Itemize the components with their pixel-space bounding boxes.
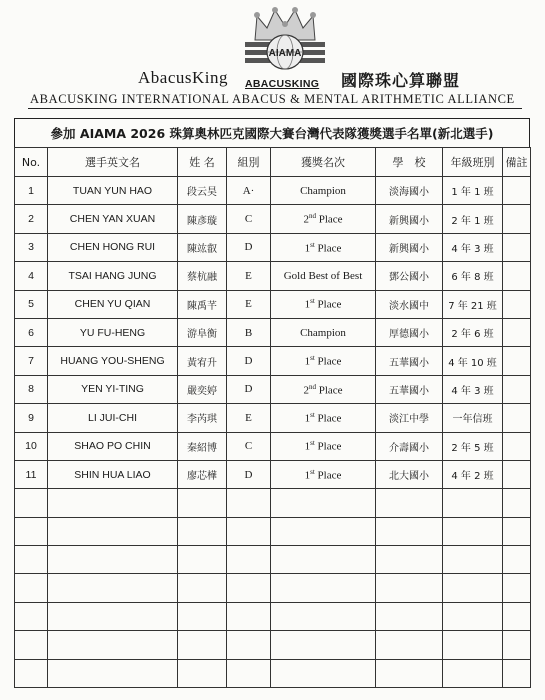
cell-grade-class: 2 年 1 班 [443,205,503,233]
cell-award [271,290,376,318]
award-text: Champion [300,326,346,339]
empty-cell [271,659,376,687]
award-text: 1 [304,355,311,368]
table-row [15,205,531,233]
empty-cell [48,631,178,659]
empty-cell [178,659,227,687]
empty-cell [178,631,227,659]
cell-chinese-name: 秦紹博 [178,432,227,460]
empty-cell [227,489,271,517]
empty-cell [15,574,48,602]
table-row [15,460,531,488]
empty-cell [376,517,443,545]
column-header: No. [15,148,48,177]
empty-cell [227,631,271,659]
cell-no: 11 [15,460,48,488]
column-header: 學 校 [376,148,443,177]
empty-cell [503,659,531,687]
cell-english-name: CHEN HONG RUI [48,233,178,261]
empty-cell [15,489,48,517]
cell-english-name: CHEN YU QIAN [48,290,178,318]
empty-cell [503,631,531,659]
column-header: 獲獎名次 [271,148,376,177]
empty-cell [227,546,271,574]
cell-group: D [227,460,271,488]
empty-cell [376,631,443,659]
cell-chinese-name: 嚴奕婷 [178,375,227,403]
cell-grade-class: 4 年 10 班 [443,347,503,375]
cell-award [271,375,376,403]
awardee-table [14,147,531,688]
empty-cell [178,517,227,545]
award-text: 1 [304,469,311,482]
empty-cell [48,574,178,602]
cell-no: 10 [15,432,48,460]
empty-cell [376,546,443,574]
empty-cell [443,659,503,687]
cell-grade-class: 1 年 1 班 [443,177,503,205]
table-row [15,347,531,375]
cell-english-name: YU FU-HENG [48,318,178,346]
empty-table-row [15,659,531,687]
cell-no: 7 [15,347,48,375]
award-place-word: Place [314,355,342,368]
cell-school: 五華國小 [376,375,443,403]
award-ordinal-suffix: st [310,297,315,306]
cell-english-name: LI JUI-CHI [48,404,178,432]
logo-text: AIAMA [268,48,302,59]
empty-cell [376,602,443,630]
table-row [15,290,531,318]
empty-cell [178,574,227,602]
cell-no: 1 [15,177,48,205]
cell-chinese-name: 黃宥升 [178,347,227,375]
cell-note [503,460,531,488]
cell-note [503,432,531,460]
cell-note [503,375,531,403]
cell-award [271,205,376,233]
award-text: 2 [303,213,309,226]
cell-grade-class: 4 年 2 班 [443,460,503,488]
cell-note [503,177,531,205]
cell-no: 5 [15,290,48,318]
empty-table-row [15,546,531,574]
cell-no: 8 [15,375,48,403]
empty-cell [443,631,503,659]
empty-cell [227,602,271,630]
cell-award [271,262,376,290]
empty-cell [271,546,376,574]
empty-cell [443,574,503,602]
cell-school: 鄧公國小 [376,262,443,290]
cell-no: 3 [15,233,48,261]
award-text: 1 [304,412,311,425]
empty-cell [271,602,376,630]
award-place-word: Place [314,242,342,255]
cell-note [503,347,531,375]
cell-note [503,404,531,432]
empty-cell [15,546,48,574]
cell-grade-class: 4 年 3 班 [443,233,503,261]
cell-chinese-name: 陳禹芊 [178,290,227,318]
cell-note [503,233,531,261]
cell-grade-class: 2 年 5 班 [443,432,503,460]
cell-grade-class: 一年信班 [443,404,503,432]
cell-chinese-name: 陳彥璇 [178,205,227,233]
cell-english-name: SHIN HUA LIAO [48,460,178,488]
empty-cell [178,489,227,517]
cell-school: 厚德國小 [376,318,443,346]
empty-cell [15,631,48,659]
table-row [15,318,531,346]
table-title: 參加 AIAMA 2026 珠算奧林匹克國際大賽台灣代表隊獲獎選手名單(新北選手) [14,118,530,147]
cell-school: 新興國小 [376,233,443,261]
cell-group: E [227,262,271,290]
empty-cell [48,546,178,574]
empty-cell [443,602,503,630]
award-ordinal-suffix: st [310,467,315,476]
table-body [15,177,531,688]
empty-cell [15,602,48,630]
cell-group: C [227,432,271,460]
empty-cell [178,602,227,630]
brand-name-chinese: 國際珠心算聯盟 [341,71,461,90]
crown-globe-logo-icon [243,6,327,76]
empty-cell [443,489,503,517]
empty-cell [227,517,271,545]
empty-cell [443,546,503,574]
cell-no: 6 [15,318,48,346]
award-ordinal-suffix: st [310,439,315,448]
empty-cell [271,489,376,517]
award-text: 2 [303,384,309,397]
cell-school: 淡海國小 [376,177,443,205]
empty-cell [48,659,178,687]
cell-grade-class: 2 年 6 班 [443,318,503,346]
table-header-row [15,148,531,177]
empty-cell [503,546,531,574]
award-place-word: Place [315,384,343,397]
cell-group: E [227,404,271,432]
award-place-word: Place [314,441,342,454]
cell-note [503,205,531,233]
cell-english-name: TSAI HANG JUNG [48,262,178,290]
cell-award [271,177,376,205]
cell-school: 淡江中學 [376,404,443,432]
cell-english-name: SHAO PO CHIN [48,432,178,460]
cell-chinese-name: 段云昊 [178,177,227,205]
cell-no: 2 [15,205,48,233]
cell-note [503,318,531,346]
cell-chinese-name: 陳竑叡 [178,233,227,261]
cell-school: 淡水國中 [376,290,443,318]
cell-no: 4 [15,262,48,290]
award-text: 1 [304,242,311,255]
cell-school: 新興國小 [376,205,443,233]
cell-no: 9 [15,404,48,432]
award-ordinal-suffix: nd [308,212,316,221]
award-ordinal-suffix: st [310,240,315,249]
cell-chinese-name: 蔡杭融 [178,262,227,290]
cell-grade-class: 4 年 3 班 [443,375,503,403]
award-text: 1 [304,299,311,312]
cell-award [271,460,376,488]
cell-award [271,432,376,460]
cell-english-name: HUANG YOU-SHENG [48,347,178,375]
empty-cell [15,517,48,545]
table-row [15,233,531,261]
award-text: Gold Best of Best [283,269,363,282]
award-text: Champion [300,184,346,197]
cell-school: 北大國小 [376,460,443,488]
cell-group: B [227,318,271,346]
empty-cell [376,659,443,687]
awardee-table-section [14,118,530,688]
empty-cell [15,659,48,687]
cell-note [503,262,531,290]
empty-cell [48,489,178,517]
empty-table-row [15,517,531,545]
table-row [15,177,531,205]
cell-group: E [227,290,271,318]
brand-name-left: AbacusKing [138,68,228,87]
empty-table-row [15,574,531,602]
empty-table-row [15,631,531,659]
header-divider [28,108,522,109]
column-header: 備註 [503,148,531,177]
empty-cell [48,602,178,630]
cell-chinese-name: 游阜衡 [178,318,227,346]
cell-english-name: YEN YI-TING [48,375,178,403]
cell-group: D [227,233,271,261]
cell-chinese-name: 李芮琪 [178,404,227,432]
award-place-word: Place [314,299,342,312]
column-header: 年級班別 [443,148,503,177]
empty-cell [376,574,443,602]
award-place-word: Place [314,469,342,482]
cell-school: 介壽國小 [376,432,443,460]
cell-school: 五華國小 [376,347,443,375]
column-header: 選手英文名 [48,148,178,177]
empty-cell [503,574,531,602]
award-ordinal-suffix: st [310,354,315,363]
empty-cell [503,517,531,545]
empty-table-row [15,602,531,630]
alliance-name: ABACUSKING INTERNATIONAL ABACUS & MENTAL ARITHMETIC ALLIANCE [30,92,515,106]
cell-group: D [227,347,271,375]
cell-note [503,290,531,318]
cell-award [271,318,376,346]
empty-cell [503,602,531,630]
empty-cell [227,659,271,687]
cell-grade-class: 7 年 21 班 [443,290,503,318]
table-row [15,262,531,290]
award-place-word: Place [314,412,342,425]
cell-grade-class: 6 年 8 班 [443,262,503,290]
brand-name-logo: ABACUSKING [245,78,320,90]
column-header: 組別 [227,148,271,177]
empty-cell [503,489,531,517]
cell-group: A· [227,177,271,205]
empty-cell [271,631,376,659]
empty-cell [178,546,227,574]
letterhead [0,0,545,112]
award-ordinal-suffix: st [310,410,315,419]
cell-group: C [227,205,271,233]
table-row [15,375,531,403]
column-header: 姓 名 [178,148,227,177]
empty-cell [271,517,376,545]
award-text: 1 [304,441,311,454]
empty-cell [227,574,271,602]
award-ordinal-suffix: nd [308,382,316,391]
table-row [15,404,531,432]
empty-cell [48,517,178,545]
table-row [15,432,531,460]
cell-english-name: TUAN YUN HAO [48,177,178,205]
empty-cell [376,489,443,517]
empty-table-row [15,489,531,517]
cell-chinese-name: 廖芯樺 [178,460,227,488]
empty-cell [443,517,503,545]
award-place-word: Place [315,213,343,226]
cell-english-name: CHEN YAN XUAN [48,205,178,233]
cell-group: D [227,375,271,403]
empty-cell [271,574,376,602]
cell-award [271,233,376,261]
cell-award [271,347,376,375]
cell-award [271,404,376,432]
